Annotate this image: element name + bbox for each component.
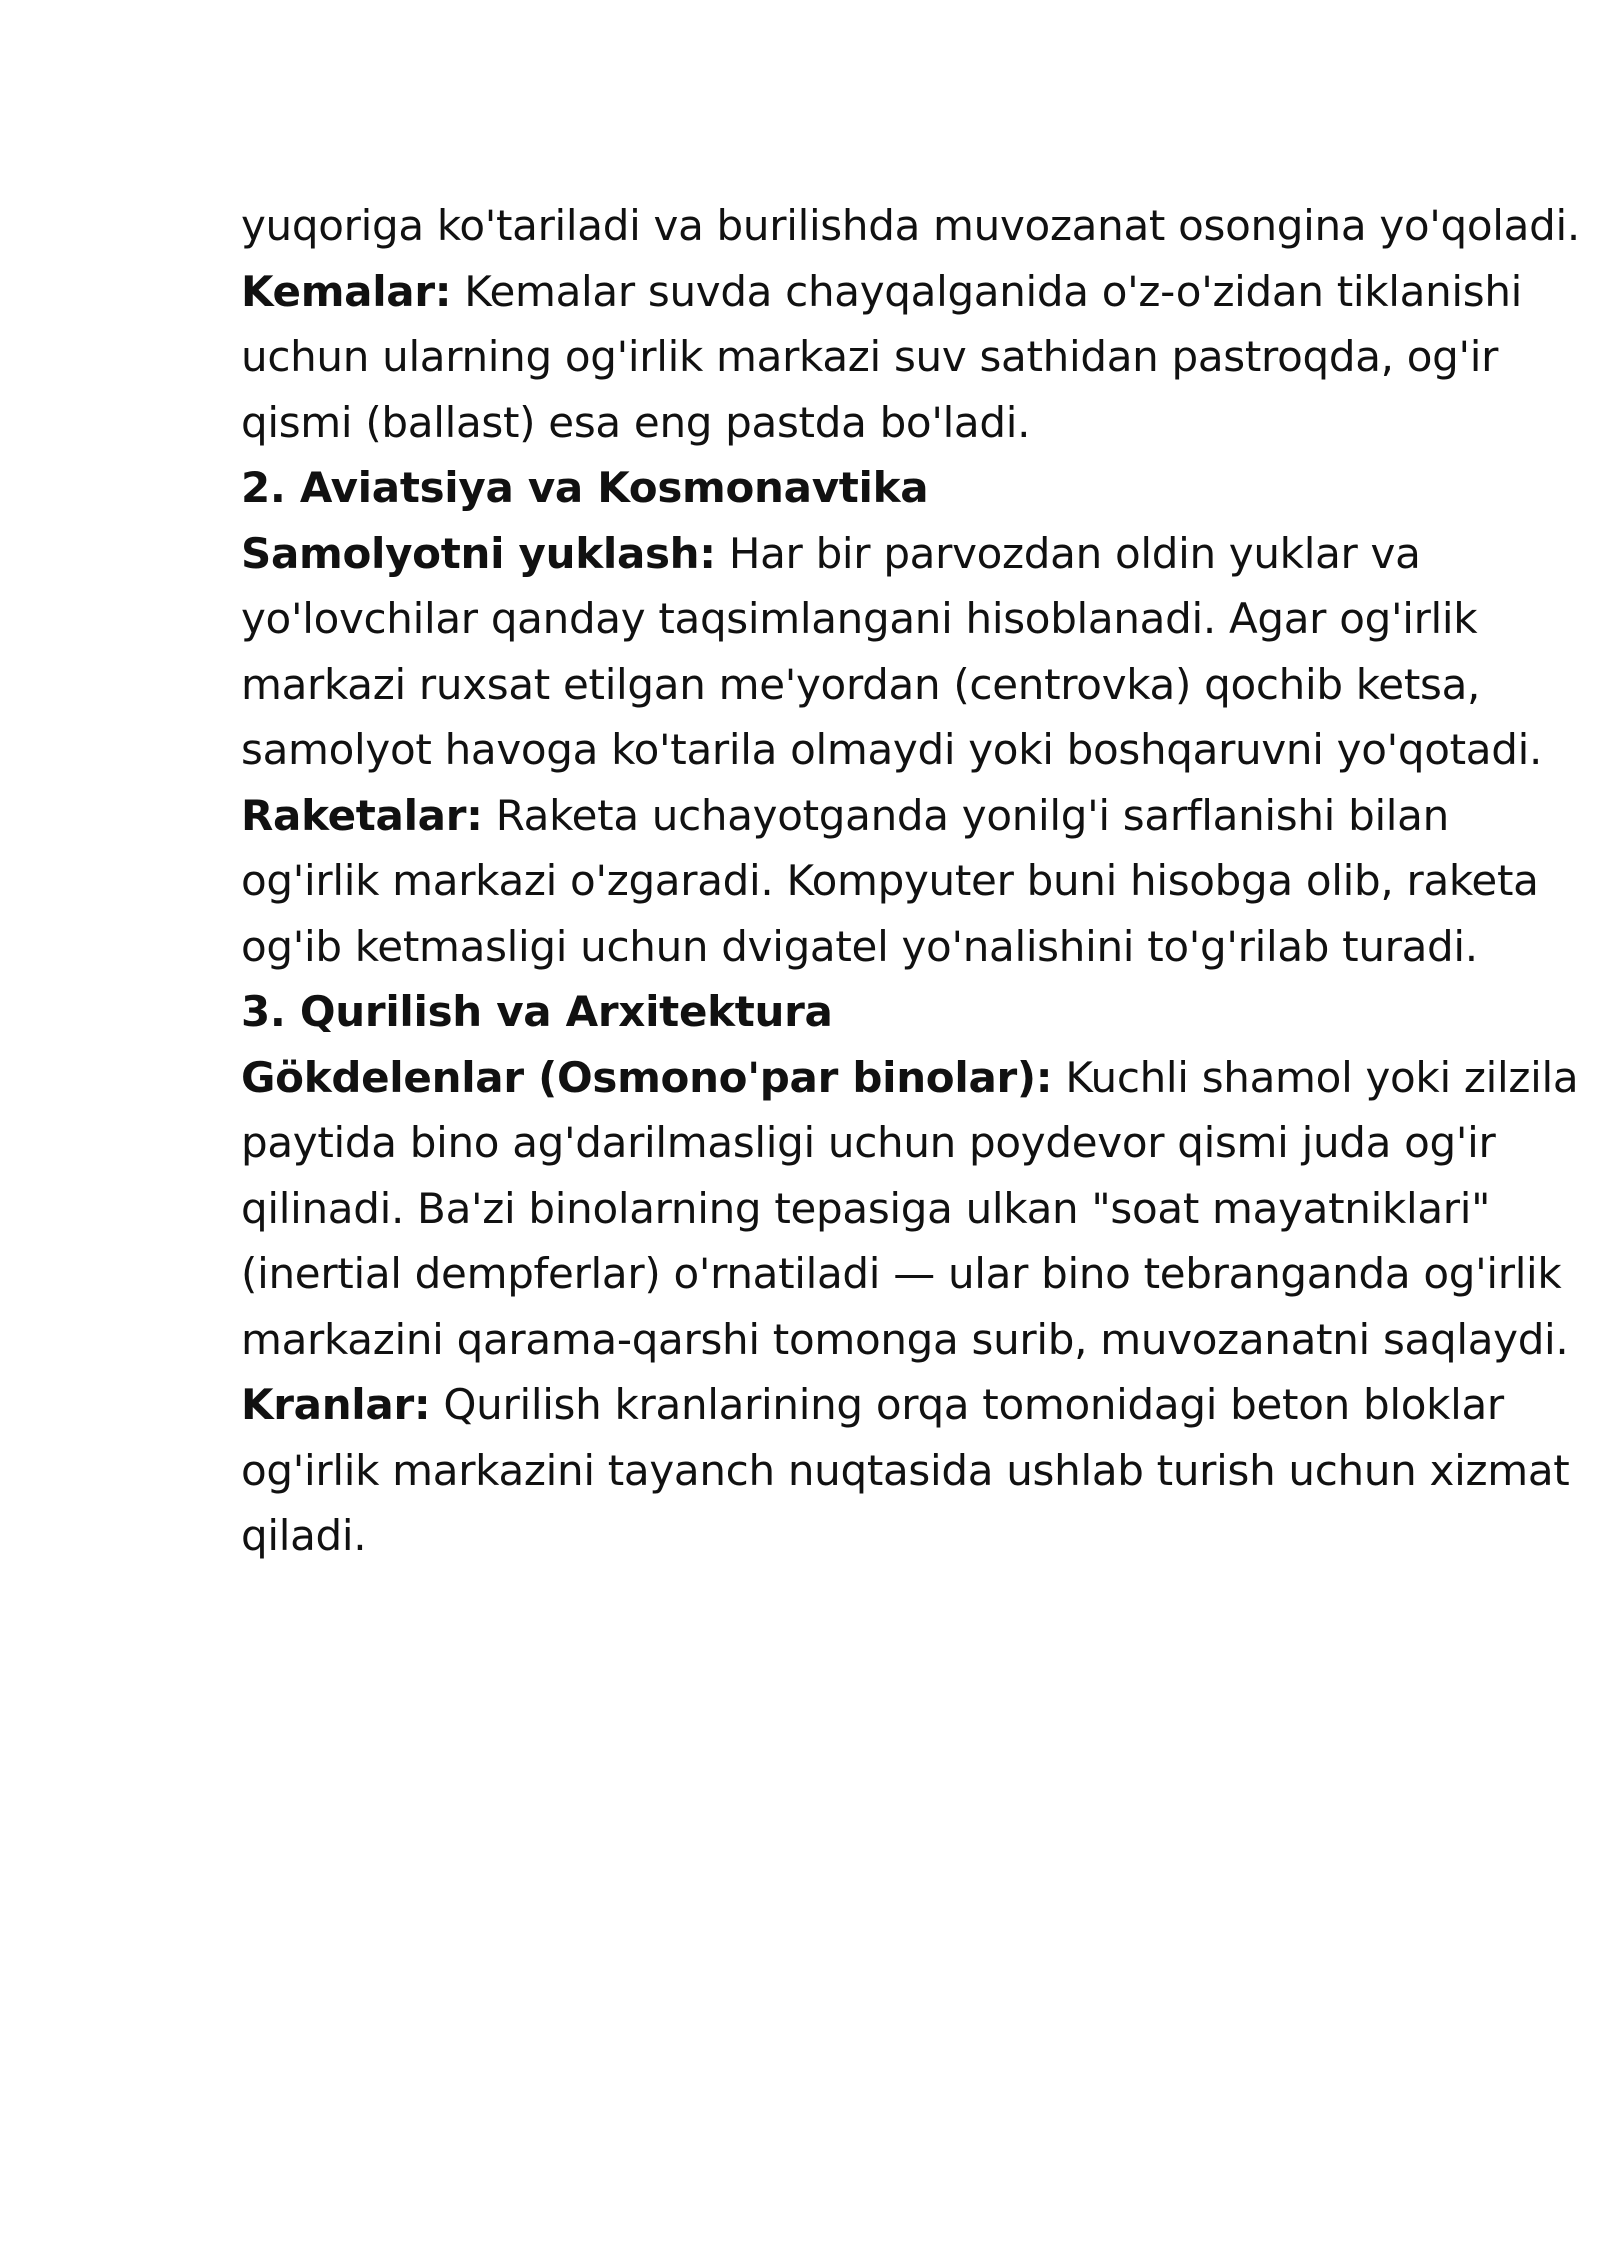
- paragraph-text: Kemalar suvda chayqalganida o'z-o'zidan tiklanishi uchun ularning og'irlik markazi suv sathidan pastroqda, og'ir qismi (ballast) esa eng pastda bo'ladi.: [241, 266, 1523, 447]
- paragraph-text: Qurilish kranlarining orqa tomonidagi beton bloklar og'irlik markazini tayanch nuqtasida ushlab turish uchun xizmat qiladi.: [241, 1380, 1570, 1560]
- paragraph-lead: Raketalar:: [241, 790, 483, 840]
- paragraph-continuation: [241, 193, 1581, 259]
- paragraph-skyscrapers: [241, 1045, 1581, 1373]
- section-heading-aviation: 2. Aviatsiya va Kosmonavtika: [241, 463, 929, 512]
- paragraph-cranes: [241, 1372, 1581, 1569]
- section-heading-construction: 3. Qurilish va Arxitektura: [241, 987, 833, 1036]
- paragraph-text: Kuchli shamol yoki zilzila paytida bino ag'darilmasligi uchun poydevor qismi juda og'ir qilinadi. Ba'zi binolarning tepasiga ulkan "soat mayatniklari" (inertial dempferlar) o'rnatiladi — ular bino tebranganda og'irlik markazini qarama-qarshi tomonga surib, muvozanatni saqlaydi.: [241, 1052, 1579, 1364]
- paragraph-lead: Kranlar:: [241, 1380, 431, 1429]
- document-page: [241, 193, 1581, 1569]
- paragraph-text: Raketa uchayotganda yonilg'i sarflanishi bilan og'irlik markazi o'zgaradi. Kompyuter buni hisobga olib, raketa og'ib ketmasligi uchun dvigatel yo'nalishini to'g'rilab turadi.: [241, 790, 1539, 971]
- paragraph-lead: Samolyotni yuklash:: [241, 528, 716, 578]
- paragraph-text: yuqoriga ko'tariladi va burilishda muvozanat osongina yo'qoladi.: [241, 201, 1580, 250]
- paragraph-text: Har bir parvozdan oldin yuklar va yo'lovchilar qanday taqsimlangani hisoblanadi. Agar og'irlik markazi ruxsat etilgan me'yordan (centrovka) qochib ketsa, samolyot havoga ko'tarila olmaydi yoki boshqaruvni yo'qotadi.: [241, 528, 1543, 774]
- paragraph-aircraft-loading: [241, 521, 1581, 783]
- paragraph-rockets: [241, 783, 1581, 980]
- paragraph-lead: Gökdelenlar (Osmono'par binolar):: [241, 1052, 1053, 1102]
- paragraph-ships: [241, 259, 1581, 456]
- paragraph-lead: Kemalar:: [241, 266, 452, 316]
